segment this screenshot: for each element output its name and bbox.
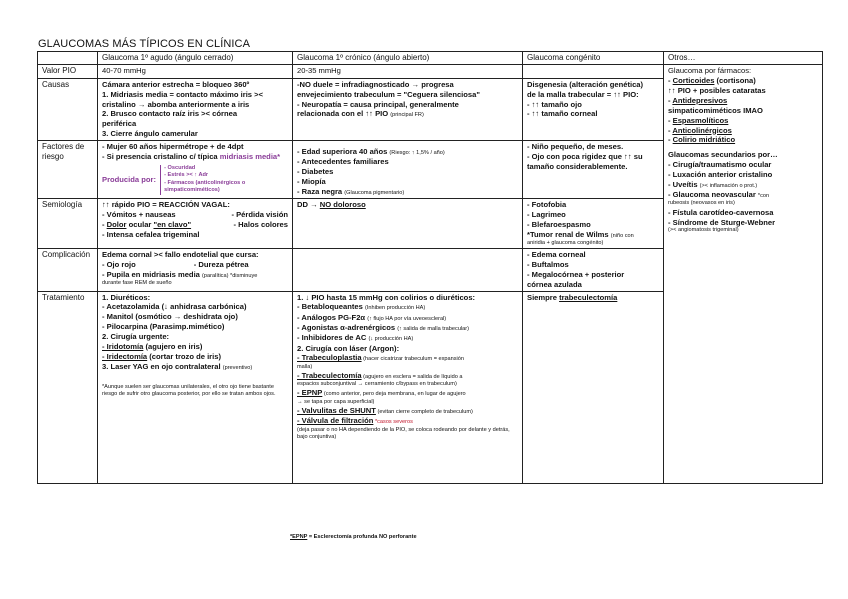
page-title: GLAUCOMAS MÁS TÍPICOS EN CLÍNICA [38, 38, 251, 50]
congenito-complicacion: - Edema corneal - Buftalmos - Megalocórnea + posterior córnea azulada [523, 249, 664, 291]
anticolinergicos: Anticolinérgicos [672, 125, 732, 135]
header-congenito: Glaucoma congénito [523, 52, 664, 65]
footnote: *EPNP = Esclerectomía profunda NO perforante [290, 534, 417, 540]
cronico-complicacion [293, 249, 523, 291]
antidepresivos: Antidepresivos [672, 95, 728, 105]
label-tratamiento: Tratamiento [38, 291, 98, 483]
header-empty [38, 52, 98, 65]
agudo-nota: *Aunque suelen ser glaucomas unilaterales, el otro ojo tiene bastante riesgo de sufrir otro glaucoma posterior, por ello se tratan ambos ojos. [102, 383, 276, 398]
producida-list: - Oscuridad - Estrés >< ↑ Adr - Fármacos (anticolinérgicos o simpaticomiméticos) [160, 165, 245, 195]
label-semiologia: Semiología [38, 199, 98, 249]
cronico-pio: 20-35 mmHg [293, 65, 523, 78]
label-valor-pio: Valor PIO [38, 65, 98, 78]
otros-secundarios-title: Glaucomas secundarios por… [668, 150, 778, 160]
congenito-pio [523, 65, 664, 78]
label-complicacion: Complicación [38, 249, 98, 291]
cronico-semiologia: DD → NO doloroso [293, 199, 523, 249]
otros-cell: Glaucoma por fármacos: - Corticoides (cortisona) ↑↑ PIO + posibles cataratas - Antidepresivos simpaticomiméticos IMAO - Espasmolíticos - Anticolinérgicos - Colirio midriático Glaucomas secundarios por… - Cirugía/traumatismo ocular - Luxación anterior cristalino - Uveítis (>< inflamación o prot.) - Glaucoma neovascular *con rubeosis (neovasos en iris) - Fístula carotídeo-cavernosa - Síndrome de Sturge-Webner (>< angiomatosis trigeminal) [664, 65, 823, 483]
colirio-midriatico: Colirio midriático [672, 135, 736, 145]
congenito-tratamiento: Siempre trabeculectomía [523, 291, 664, 483]
otros-farmacos-title: Glaucoma por fármacos: [668, 66, 752, 76]
agudo-complicacion: Edema cornal >< fallo endotelial que cursa: - Ojo rojo - Dureza pétrea - Pupila en midriasis media (paralítica) *disminuye durante fase REM de sueño [98, 249, 293, 291]
agudo-factores: - Mujer 60 años hipermétrope + de 4dpt - Si presencia cristalino c/ típica midriasis media* Producida por: - Oscuridad - Estrés >< ↑ Adr - Fármacos (anticolinérgicos o simpaticomiméticos) [98, 140, 293, 198]
glaucoma-table [37, 51, 823, 484]
cronico-tratamiento: 1. ↓ PIO hasta 15 mmHg con colirios o diuréticos: - Betabloqueantes (Inhiben producción HA) - Análogos PG-F2α (↑ flujo HA por vía uveoescleral) - Agonistas α-adrenérgicos (↑ salida de malla trabecular) - Inhibidores de AC (↓ producción HA) 2. Cirugía con láser (Argon): - Trabeculoplastia (hacer cicatrizar trabeculum = expansión malla) - Trabeculectomía (agujero en esclera = salida de líquido a espacios subconjuntival → cerramiento c/bypass en trabeculum) - EPNP (como anterior, pero deja membrana, en lugar de agujero → se tapa por capa superficial) - Valvulitas de SHUNT (evitan cierre completo de trabeculum) - Válvula de filtración *casos severos (deja pasar o no HA dependiendo de la PIO, se coloca rodeando por delante y detrás, bajo conjuntiva) [293, 291, 523, 483]
producida-por: Producida por: [102, 174, 157, 184]
espasmoliticos: Espasmolíticos [672, 115, 729, 125]
congenito-semiologia: - Fotofobia - Lagrimeo - Blefaroespasmo *Tumor renal de Wilms (niño con aniridia + glaucoma congénito) [523, 199, 664, 249]
agudo-semiologia: ↑↑ rápido PIO = REACCIÓN VAGAL: - Vómitos + nauseas - Pérdida visión - Dolor ocular "en clavo" - Halos colores - Intensa cefalea trigeminal [98, 199, 293, 249]
row-valor-pio [38, 65, 823, 78]
header-otros: Otros… [664, 52, 823, 65]
congenito-causas: Disgenesia (alteración genética) de la malla trabecular = ↑↑ PIO: - ↑↑ tamaño ojo - ↑↑ tamaño corneal [523, 78, 664, 140]
agudo-pio: 40-70 mmHg [98, 65, 293, 78]
agudo-tratamiento: 1. Diuréticos: - Acetazolamida (↓ anhidrasa carbónica) - Manitol (osmótico → deshidrata ojo) - Pilocarpina (Parasimp.mimético) 2. Cirugía urgente: - Iridotomía (agujero en iris) - Iridectomía (cortar trozo de iris) 3. Laser YAG en ojo contralateral (preventivo) *Aunque suelen ser glaucomas unilaterales, el otro ojo tiene bastante riesgo de sufrir otro glaucoma posterior, por ello se tratan ambos ojos. [98, 291, 293, 483]
header-cronico: Glaucoma 1º crónico (ángulo abierto) [293, 52, 523, 65]
label-causas: Causas [38, 78, 98, 140]
congenito-factores: - Niño pequeño, de meses. - Ojo con poca rigidez que ↑↑ su tamaño considerablemente. [523, 140, 664, 198]
header-agudo: Glaucoma 1º agudo (ángulo cerrado) [98, 52, 293, 65]
midriasis-media: midriasis media [219, 151, 278, 161]
cronico-causas: -NO duele = infradiagnosticado → progresa envejecimiento trabeculum = "Ceguera silenciosa" - Neuropatía = causa principal, generalmente relacionada con el ↑↑ PIO (principal FR) [293, 78, 523, 140]
header-row [38, 52, 823, 65]
cronico-factores: - Edad superiora 40 años (Riesgo: ↑ 1,5% / año) - Antecedentes familiares - Diabetes - Miopía - Raza negra (Glaucoma pigmentario) [293, 140, 523, 198]
label-factores: Factores de riesgo [38, 140, 98, 198]
corticoides: Corticoides [672, 76, 715, 86]
agudo-causas: Cámara anterior estrecha = bloqueo 360º 1. Midriasis media = contacto máximo iris >< cristalino → abomba anteriormente a iris 2. Brusco contacto raíz iris >< córnea periférica 3. Cierre ángulo camerular [98, 78, 293, 140]
